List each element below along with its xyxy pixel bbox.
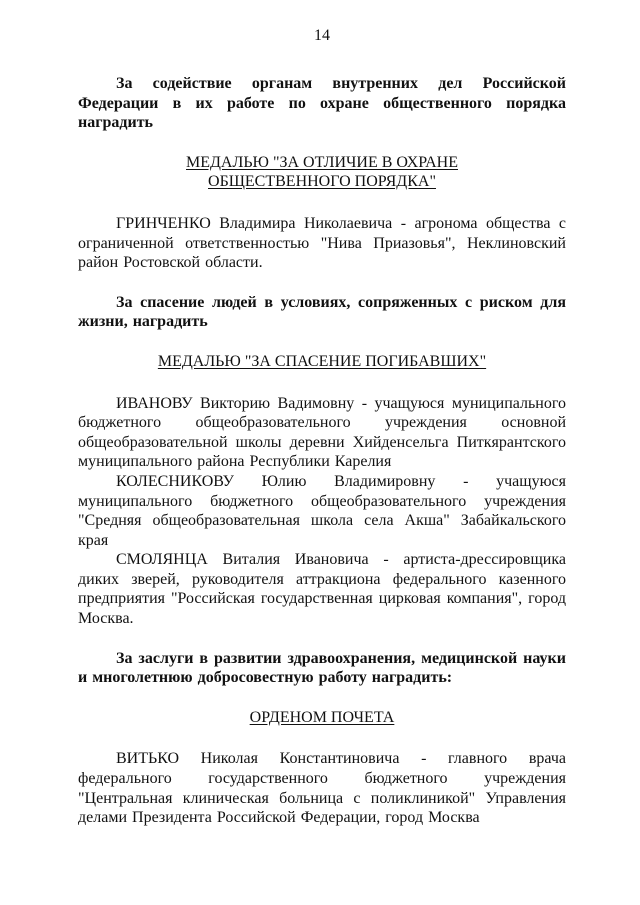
award-title-line: ОБЩЕСТВЕННОГО ПОРЯДКА" bbox=[208, 173, 436, 191]
recipient-paragraph: СМОЛЯНЦА Виталия Ивановича - артиста-дрессировщика диких зверей, руководителя аттракциона федерального казенного предприятия "Российская государственная цирковая компания", город Москва. bbox=[78, 551, 566, 628]
award-title-line: ОРДЕНОМ ПОЧЕТА bbox=[249, 708, 395, 726]
page-number: 14 bbox=[314, 27, 330, 44]
award-title bbox=[78, 153, 566, 173]
recipient-paragraph: ГРИНЧЕНКО Владимира Николаевича - агронома общества с ограниченной ответственностью "Нива Приазовья", Неклиновский район Ростовской области. bbox=[78, 214, 566, 272]
award-title bbox=[78, 708, 566, 728]
award-title-line: МЕДАЛЬЮ "ЗА СПАСЕНИЕ ПОГИБАВШИХ" bbox=[157, 352, 487, 370]
section-intro: За спасение людей в условиях, сопряженных с риском для жизни, наградить bbox=[78, 293, 566, 331]
document-page bbox=[78, 26, 566, 886]
section-intro: За заслуги в развитии здравоохранения, медицинской науки и многолетнюю добросовестную работу наградить: bbox=[78, 649, 566, 687]
award-title bbox=[78, 352, 566, 372]
recipient-paragraph: КОЛЕСНИКОВУ Юлию Владимировну - учащуюся муниципального бюджетного общеобразовательного учреждения "Средняя общеобразовательная школа села Акша" Забайкальского края bbox=[78, 472, 566, 549]
award-title-line: МЕДАЛЬЮ "ЗА ОТЛИЧИЕ В ОХРАНЕ bbox=[186, 153, 458, 171]
recipient-paragraph: ИВАНОВУ Викторию Вадимовну - учащуюся муниципального бюджетного общеобразовательного учреждения основной общеобразовательной школы деревни Хийденсельга Питкярантского муниципального района Республики Карелия bbox=[78, 394, 566, 471]
section-intro: За содействие органам внутренних дел Российской Федерации в их работе по охране общественного порядка наградить bbox=[78, 75, 566, 132]
award-title bbox=[78, 172, 566, 192]
recipient-paragraph: ВИТЬКО Николая Константиновича - главного врача федерального государственного бюджетного учреждения "Центральная клиническая больница с поликлиникой" Управления делами Президента Российской Федерации, город Москва bbox=[78, 750, 566, 827]
